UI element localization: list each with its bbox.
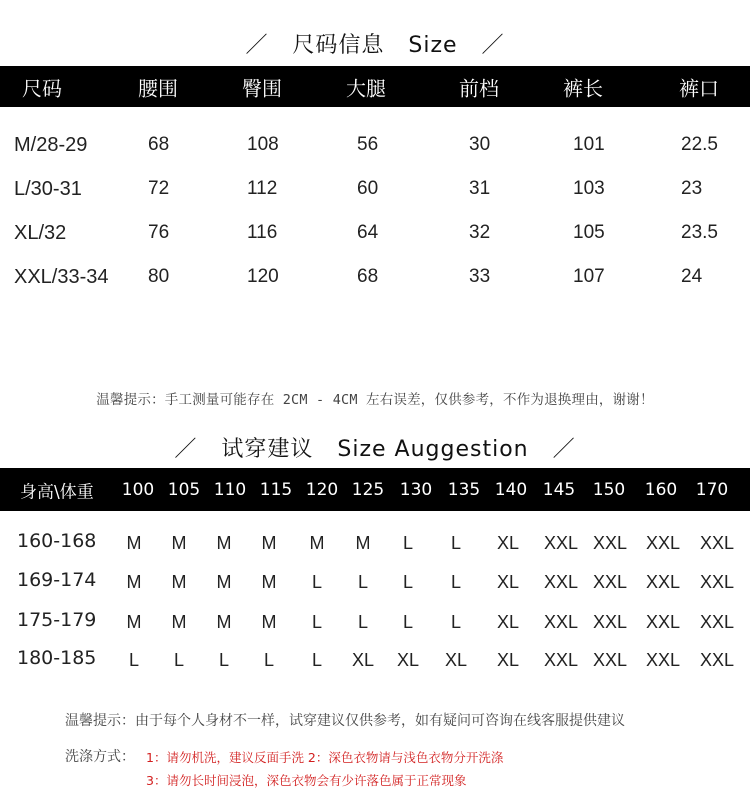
suggested-size-cell: M xyxy=(309,533,325,553)
suggested-size-cell: M xyxy=(216,533,232,553)
weight-header-cell: 120 xyxy=(305,479,339,500)
suggested-size-cell: XL xyxy=(444,650,468,670)
weight-header-cell: 135 xyxy=(447,479,481,500)
suggested-size-cell: XXL xyxy=(699,612,735,632)
suggested-size-cell: L xyxy=(173,650,184,670)
size-info-title: ／ 尺码信息 Size ／ xyxy=(245,33,505,58)
washing-line-1: 1：请勿机洗，建议反面手洗 2：深色衣物请与浅色衣物分开洗涤 xyxy=(146,750,504,765)
measurement-cell: 22.5 xyxy=(681,134,718,155)
suggested-size-cell: M xyxy=(126,533,142,553)
suggested-size-cell: XXL xyxy=(592,533,628,553)
measurement-note: 温馨提示：手工测量可能存在 2CM - 4CM 左右误差，仅供参考，不作为退换理由，谢谢！ xyxy=(96,392,654,408)
measurement-cell: 101 xyxy=(573,134,605,155)
measurement-cell: 60 xyxy=(357,178,379,199)
suggested-size-cell: M xyxy=(126,612,142,632)
measurement-cell: 76 xyxy=(148,222,170,243)
measurement-cell: 24 xyxy=(681,266,703,287)
suggested-size-cell: XXL xyxy=(645,572,681,592)
suggested-size-cell: L xyxy=(402,533,413,553)
suggested-size-cell: XXL xyxy=(699,533,735,553)
header-thigh: 大腿 xyxy=(346,76,386,100)
weight-header-cell: 160 xyxy=(644,479,678,500)
suggested-size-cell: M xyxy=(171,612,187,632)
measurement-cell: 68 xyxy=(148,134,170,155)
weight-header-cell: 110 xyxy=(213,479,247,500)
suggested-size-cell: XL xyxy=(496,533,520,553)
suggested-size-cell: L xyxy=(357,572,368,592)
suggested-size-cell: M xyxy=(126,572,142,592)
size-label-cell: M/28-29 xyxy=(14,134,88,156)
suggested-size-cell: XXL xyxy=(592,612,628,632)
suggested-size-cell: XXL xyxy=(699,650,735,670)
measurement-cell: 56 xyxy=(357,134,379,155)
suggested-size-cell: M xyxy=(171,572,187,592)
suggested-size-cell: XXL xyxy=(543,533,579,553)
weight-header-cell: 115 xyxy=(259,479,293,500)
measurement-cell: 103 xyxy=(573,178,605,199)
measurement-cell: 112 xyxy=(247,178,278,199)
suggested-size-cell: M xyxy=(216,572,232,592)
suggested-size-cell: L xyxy=(450,572,461,592)
weight-header-cell: 105 xyxy=(167,479,201,500)
washing-line-2: 3：请勿长时间浸泡，深色衣物会有少许落色属于正常现象 xyxy=(146,773,467,788)
height-range-cell: 175-179 xyxy=(17,609,97,631)
size-label-cell: XL/32 xyxy=(14,222,67,244)
suggested-size-cell: M xyxy=(261,572,277,592)
suggested-size-cell: M xyxy=(355,533,371,553)
measurement-cell: 116 xyxy=(247,222,278,243)
height-range-cell: 169-174 xyxy=(17,569,97,591)
suggested-size-cell: L xyxy=(218,650,229,670)
measurement-cell: 23.5 xyxy=(681,222,718,243)
suggested-size-cell: XL xyxy=(496,572,520,592)
suggested-size-cell: XL xyxy=(496,612,520,632)
suggested-size-cell: L xyxy=(357,612,368,632)
suggested-size-cell: XXL xyxy=(592,650,628,670)
measurement-cell: 107 xyxy=(573,266,605,287)
weight-header-cell: 150 xyxy=(592,479,626,500)
suggested-size-cell: L xyxy=(450,533,461,553)
size-table-header xyxy=(0,66,750,107)
measurement-cell: 80 xyxy=(148,266,170,287)
suggested-size-cell: XXL xyxy=(543,650,579,670)
header-leg-opening: 裤口 xyxy=(679,76,719,100)
suggested-size-cell: XL xyxy=(496,650,520,670)
suggested-size-cell: L xyxy=(311,572,322,592)
suggested-size-cell: M xyxy=(261,533,277,553)
header-size: 尺码 xyxy=(22,76,62,100)
try-on-title: ／ 试穿建议 Size Auggestion ／ xyxy=(174,437,576,462)
header-length: 裤长 xyxy=(563,76,603,100)
weight-header-cell: 125 xyxy=(351,479,385,500)
height-range-cell: 180-185 xyxy=(17,647,97,669)
suggested-size-cell: XL xyxy=(396,650,420,670)
suggested-size-cell: XXL xyxy=(645,650,681,670)
header-hip: 臀围 xyxy=(242,76,282,100)
suggested-size-cell: XXL xyxy=(699,572,735,592)
suggested-size-cell: M xyxy=(171,533,187,553)
size-label-cell: L/30-31 xyxy=(14,178,82,200)
suggested-size-cell: M xyxy=(216,612,232,632)
header-front-rise: 前档 xyxy=(459,76,499,100)
suggested-size-cell: M xyxy=(261,612,277,632)
suggested-size-cell: XL xyxy=(351,650,375,670)
suggested-size-cell: L xyxy=(128,650,139,670)
measurement-cell: 68 xyxy=(357,266,379,287)
size-label-cell: XXL/33-34 xyxy=(14,266,109,288)
weight-header-cell: 145 xyxy=(542,479,576,500)
suggested-size-cell: XXL xyxy=(645,533,681,553)
measurement-cell: 31 xyxy=(469,178,491,199)
weight-header-cell: 100 xyxy=(121,479,155,500)
header-waist: 腰围 xyxy=(138,76,178,100)
suggested-size-cell: L xyxy=(311,612,322,632)
suggested-size-cell: L xyxy=(402,612,413,632)
measurement-cell: 105 xyxy=(573,222,605,243)
try-on-table-header xyxy=(0,468,750,511)
suggested-size-cell: XXL xyxy=(592,572,628,592)
measurement-cell: 30 xyxy=(469,134,491,155)
weight-header-cell: 140 xyxy=(494,479,528,500)
header-height-weight: 身高\体重 xyxy=(20,482,94,502)
weight-header-cell: 170 xyxy=(695,479,729,500)
suggested-size-cell: L xyxy=(311,650,322,670)
measurement-cell: 64 xyxy=(357,222,379,243)
height-range-cell: 160-168 xyxy=(17,530,97,552)
suggested-size-cell: XXL xyxy=(645,612,681,632)
measurement-cell: 120 xyxy=(247,266,279,287)
measurement-cell: 108 xyxy=(247,134,279,155)
suggested-size-cell: L xyxy=(450,612,461,632)
measurement-cell: 33 xyxy=(469,266,491,287)
measurement-cell: 32 xyxy=(469,222,491,243)
suggested-size-cell: XXL xyxy=(543,612,579,632)
try-on-note: 温馨提示：由于每个人身材不一样，试穿建议仅供参考，如有疑问可咨询在线客服提供建议 xyxy=(65,713,625,729)
suggested-size-cell: L xyxy=(402,572,413,592)
washing-label: 洗涤方式： xyxy=(65,749,135,765)
measurement-cell: 72 xyxy=(148,178,170,199)
weight-header-cell: 130 xyxy=(399,479,433,500)
suggested-size-cell: L xyxy=(263,650,274,670)
suggested-size-cell: XXL xyxy=(543,572,579,592)
measurement-cell: 23 xyxy=(681,178,703,199)
